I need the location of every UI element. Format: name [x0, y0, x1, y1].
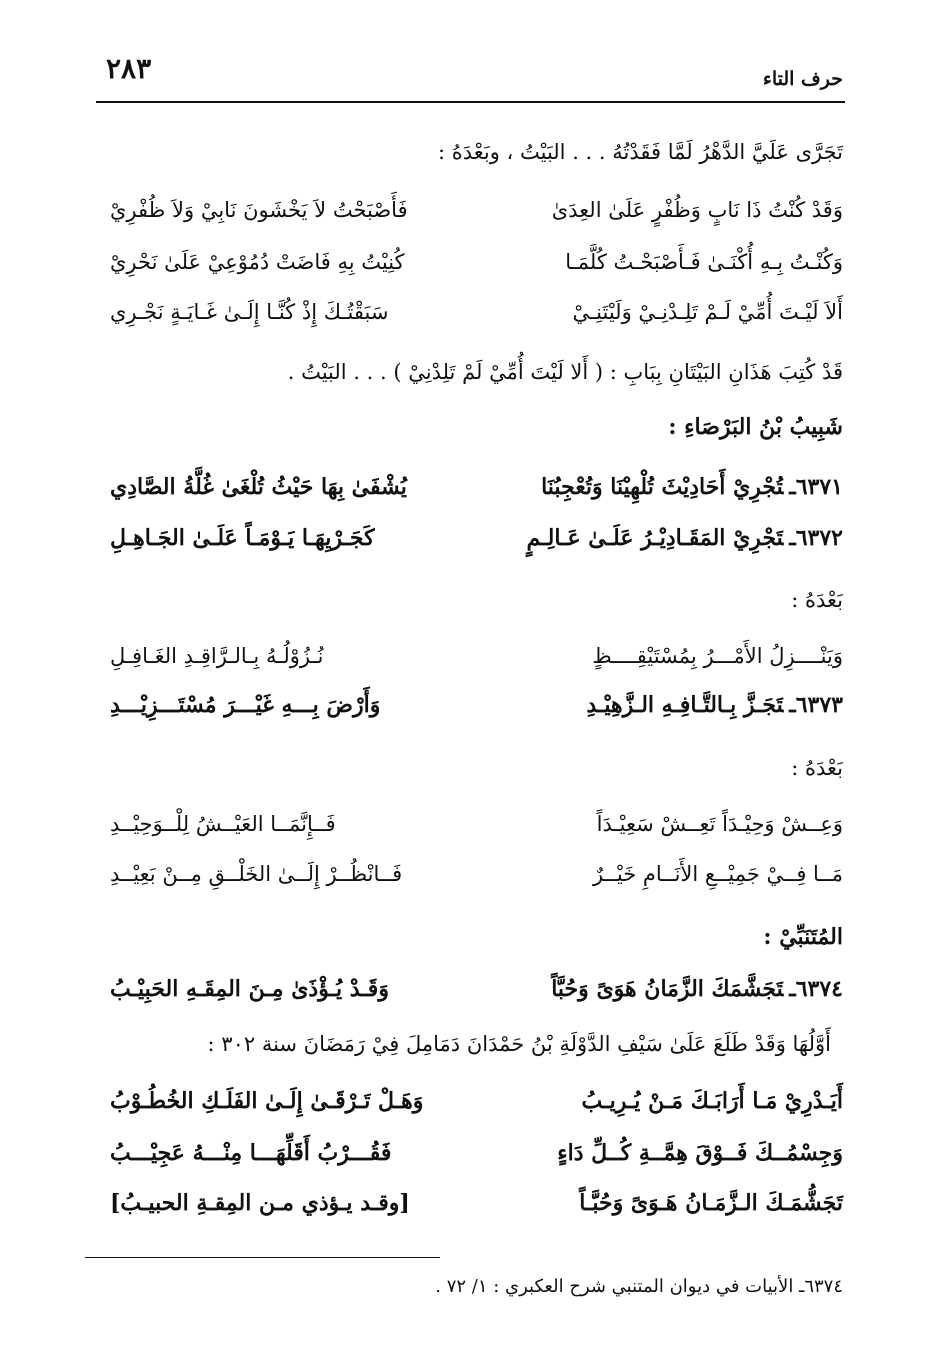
verse-second-hemistich: فَقُـــرْبُ أَقَلِّهَـــا مِنْـــهُ عَجِيْـــبُ	[110, 1140, 392, 1166]
verse-first-hemistich: أَيَـدْرِيْ مَـا أَرَابَـكَ مَـنْ يُـرِيـبُ	[581, 1088, 843, 1114]
verse-second-hemistich: فَــإِنَّمَــا العَيْــشُ لِلْــوَحِيْــدِ	[110, 812, 336, 836]
footnote: ٦٣٧٤ـ الأبيات في ديوان المتنبي شرح العكبري : ١/ ٧٢ .	[435, 1276, 843, 1297]
verse-second-hemistich: نُـزُوْلُـهُ بِـالـرَّاقِـدِ الغَـافِـلِ	[110, 644, 324, 668]
verse-first-hemistich: ٦٣٧١ـتُجْرِيْ أَحَادِيْثَ تُلْهِيْنَا وَتُعْجِبُنَا	[541, 474, 843, 500]
verse-second-hemistich: وَهَـلْ تَـرْقَـىٰ إِلَـىٰ الفَلَـكِ الخُطُـوْبُ	[110, 1088, 424, 1114]
prose-line: تَجَرَّى عَلَيَّ الدَّهْرُ لَمَّا فَقَدْتُهُ . . . البَيْتُ ، وبَعْدَهُ :	[437, 140, 843, 164]
verse-number: ٦٣٧٣ـ	[789, 692, 843, 718]
prose-line: بَعْدَهُ :	[791, 588, 843, 612]
verse-second-hemistich: كُنِيْتُ بِهِ فَاضَتْ دُمُوْعِيْ عَلَىٰ نَحْرِيْ	[110, 250, 405, 274]
verse-number: ٦٣٧٤ـ	[789, 976, 843, 1002]
verse-second-hemistich: فَــانْظُــرْ إِلَــىٰ الخَلْــقِ مِــنْ بَعِيْــدِ	[110, 862, 403, 886]
header-divider	[96, 101, 845, 103]
verse-number: ٦٣٧١ـ	[789, 474, 843, 500]
verse-second-hemistich: يُشْفَىٰ بِهَا حَيْثُ تُلْغَىٰ غُلَّةُ الصَّادِي	[110, 474, 407, 500]
verse-first-hemistich: ٦٣٧٣ـتَجَـزَّ بِـالتَّـافِـهِ الـزَّهِيْـدِ	[586, 692, 843, 718]
verse-second-hemistich: كَجَـرْيِهَـا يَـوْمَـاً عَلَـىٰ الجَـاهِـلِ	[110, 525, 375, 551]
running-header: حرف التاء	[762, 68, 843, 90]
prose-line: قَدْ كُتِبَ هَذَانِ البَيْتَانِ بِبَابِ : ( أَلا لَيْتَ أُمِّيْ لَمْ تَلِدْنِيْ ) . . . البَيْتُ .	[287, 360, 843, 384]
verse-first-hemistich: تَجَشُّمَـكَ الـزَّمَـانُ هَـوَىً وَحُبَّـاً	[579, 1190, 843, 1216]
verse-second-hemistich: [وقـد يـؤذي مـن المِقـةِ الحبيـبُ]	[110, 1190, 410, 1216]
poet-heading: شَبِيبُ بْنُ البَرْصَاءِ :	[668, 414, 843, 440]
verse-second-hemistich: وَأَرْضَ بِـــهِ غَيْـــرَ مُسْتَـــزِيْـــدِ	[110, 692, 381, 718]
verse-first-hemistich: وَكُنْـتُ بِـهِ أُكْنَـىٰ فَـأَصْبَحْـتُ كُلَّمَـا	[565, 250, 843, 274]
prose-line: بَعْدَهُ :	[791, 756, 843, 780]
verse-first-hemistich: وَيَنْــــزِلُ الأَمْـــرُ بِمُسْتَيْقِــــظٍ	[592, 644, 843, 668]
verse-first-hemistich: وَقَدْ كُنْتُ ذَا نَابٍ وَظُفْرٍ عَلَىٰ العِدَىٰ	[551, 198, 843, 222]
footnote-divider	[85, 1257, 440, 1258]
verse-first-hemistich: ٦٣٧٢ـتَجْرِيْ المَقَـادِيْـرُ عَلَـىٰ عَـالِـمٍ	[526, 525, 843, 551]
verse-first-hemistich: أَلاَ لَيْـتَ أُمِّيْ لَـمْ تَلِـدْنِـيْ وَلَيْتَنِـيْ	[572, 300, 843, 324]
verse-first-hemistich: وَعِــشْ وَحِيْـدَاً تَعِــشْ سَعِيْـدَاً	[596, 812, 843, 836]
verse-second-hemistich: فَأَصْبَحْتُ لاَ يَخْشَونَ نَابِيْ وَلاَ ظُفْرِيْ	[110, 198, 408, 222]
page-number: ٢٨٣	[106, 52, 152, 85]
verse-first-hemistich: وَجِسْمُــكَ فَــوْقَ هِمَّــةِ كُــلِّ دَاءٍ	[557, 1140, 843, 1166]
verse-first-hemistich: مَــا فِــيْ جَمِيْــعِ الأَنَــامِ خَيْــرٌ	[592, 862, 843, 886]
poet-heading: المُتَنَبِّيْ :	[763, 924, 843, 950]
verse-number: ٦٣٧٢ـ	[789, 525, 843, 551]
verse-first-hemistich: ٦٣٧٤ـتَجَشَّمَكَ الزَّمَانُ هَوَىً وَحُبَّاً	[551, 976, 843, 1002]
verse-second-hemistich: وَقَـدْ يُـؤْذَىٰ مِـنَ المِقَـهِ الحَبِيْـبُ	[110, 976, 389, 1002]
verse-second-hemistich: سَبَقْتُـكَ إِذْ كُنَّـا إِلَـىٰ غَـايَـةٍ نَجْـرِي	[110, 300, 389, 324]
prose-line: أَوَّلُهَا وَقَدْ طَلَعَ عَلَىٰ سَيْفِ الدَّوْلَةِ بْنُ حَمْدَانَ دَمَامِلَ فِيْ رَمَضَانَ سنة ٣٠٢ :	[207, 1032, 831, 1056]
